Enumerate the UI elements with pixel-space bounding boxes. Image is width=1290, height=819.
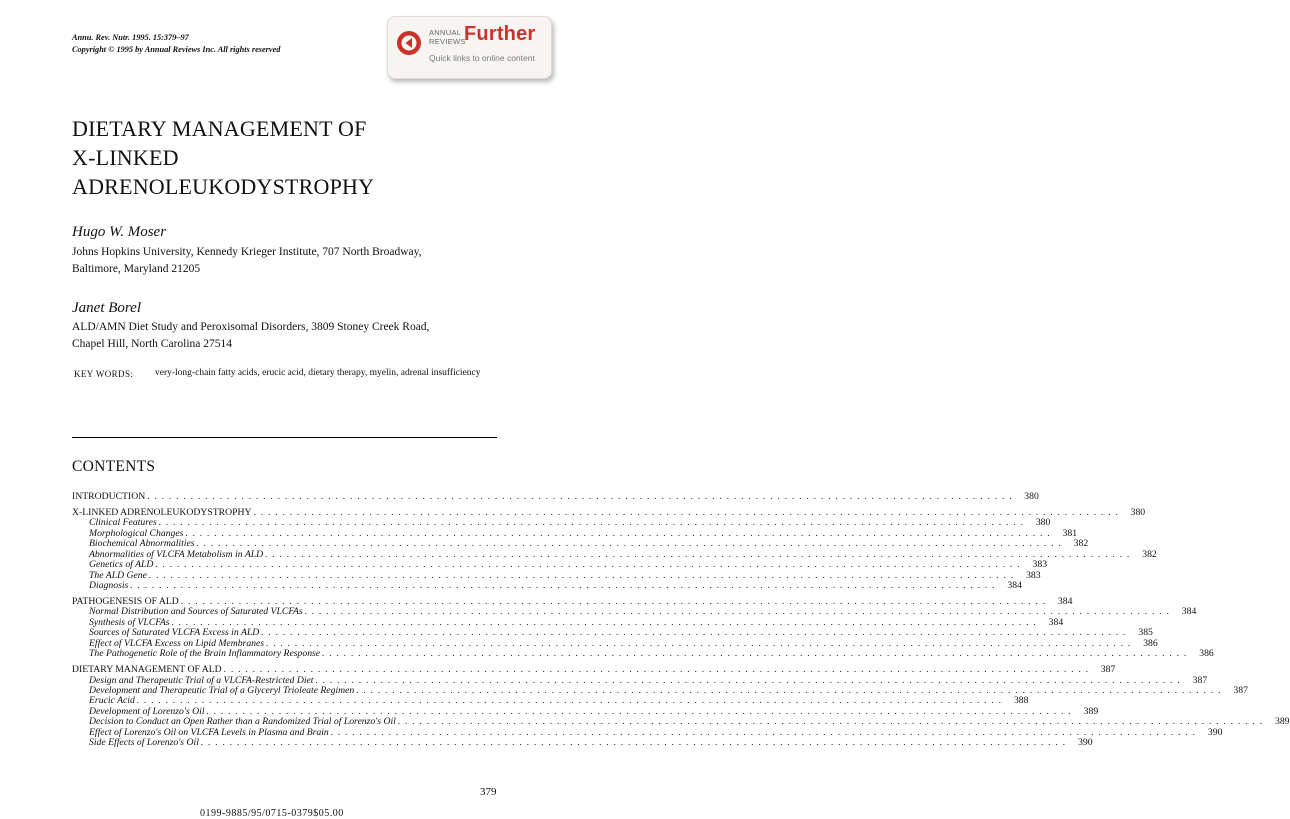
toc-entry-label: INTRODUCTION xyxy=(72,491,146,502)
reviews-label: REVIEWS xyxy=(429,36,466,46)
toc-entry-page: 381 xyxy=(1062,527,1078,539)
toc-entry-label: DIETARY MANAGEMENT OF ALD xyxy=(72,664,222,676)
toc-leader-dots: . . . . . . . . . . . . . . . . . . . . . . . . . . . . . . . . . . . . . . . . . . . . . . . . . . . . . . . . . . . . . . . . . . . . . . . . . . . . . . . . . . . . . . . . . . . . . . . . . . . . . . . . . . . . . . . . . . . . . . . . xyxy=(330,726,1197,738)
author-2-name: Janet Borel xyxy=(72,300,142,316)
toc-entry-label: Biochemical Abnormalities xyxy=(89,538,195,550)
toc-entry-label: Erucic Acid xyxy=(89,695,135,707)
toc-entry-label: Development of Lorenzo's Oil xyxy=(89,705,205,717)
toc-leader-dots: . . . . . . . . . . . . . . . . . . . . . . . . . . . . . . . . . . . . . . . . . . . . . . . . . . . . . . . . . . . . . . . . . . . . . . . . . . . . . . . . . . . . . . . . . . . . . . . . . . . . . . . . . . . . . . . . . . . . . . . . xyxy=(322,648,1188,660)
journal-citation xyxy=(72,32,280,56)
toc-entry-page: 380 xyxy=(1024,491,1039,502)
toc-leader-dots: . . . . . . . . . . . . . . . . . . . . . . . . . . . . . . . . . . . . . . . . . . . . . . . . . . . . . . . . . . . . . . . . . . . . . . . . . . . . . . . . . . . . . . . . . . . . . . . . . . . . . . . . . . . . . . . . . . . . . . . . xyxy=(180,595,1047,607)
toc-entry-page: 383 xyxy=(1032,559,1048,571)
toc-section-entry xyxy=(72,491,1039,502)
journal-line-1: Annu. Rev. Nutr. 1995. 15:379–97 xyxy=(72,33,189,42)
toc-entry-label: Abnormalities of VLCFA Metabolism in ALD xyxy=(89,548,264,560)
toc-entry-label: The Pathogenetic Role of the Brain Inflammatory Response xyxy=(89,648,321,660)
toc-leader-dots: . . . . . . . . . . . . . . . . . . . . . . . . . . . . . . . . . . . . . . . . . . . . . . . . . . . . . . . . . . . . . . . . . . . . . . . . . . . . . . . . . . . . . . . . . . . . . . . . . . . . . . . . . . . . . . . . . . . . . . . . xyxy=(171,616,1038,628)
toc-leader-dots: . . . . . . . . . . . . . . . . . . . . . . . . . . . . . . . . . . . . . . . . . . . . . . . . . . . . . . . . . . . . . . . . . . . . . . . . . . . . . . . . . . . . . . . . . . . . . . . . . . . . . . . . . . . . . . . . . . . . . . . . xyxy=(253,506,1120,518)
toc-entry-page: 380 xyxy=(1130,506,1146,518)
toc-entry-label: Morphological Changes xyxy=(89,527,184,539)
toc-entry-page: 389 xyxy=(1083,705,1099,717)
toc-entry-label: Design and Therapeutic Trial of a VLCFA-Restricted Diet xyxy=(89,674,314,686)
toc-leader-dots: . . . . . . . . . . . . . . . . . . . . . . . . . . . . . . . . . . . . . . . . . . . . . . . . . . . . . . . . . . . . . . . . . . . . . . . . . . . . . . . . . . . . . . . . . . . . . . . . . . . . . . . . . . . . . . . . . . . . . . . . xyxy=(206,705,1073,717)
toc-entry-label: Clinical Features xyxy=(89,517,157,529)
toc-entry-label: Sources of Saturated VLCFA Excess in ALD xyxy=(89,627,260,639)
title-line-3: ADRENOLEUKODYSTROPHY xyxy=(72,174,375,199)
toc-leader-dots: . . . . . . . . . . . . . . . . . . . . . . . . . . . . . . . . . . . . . . . . . . . . . . . . . . . . . . . . . . . . . . . . . . . . . . . . . . . . . . . . . . . . . . . . . . . . . . . . . . . . . . . . . . . . . . . . . . . . . . . . xyxy=(304,606,1171,618)
annual-reviews-wordmark xyxy=(429,29,466,46)
section-divider xyxy=(72,437,497,438)
keywords-label: KEY WORDS: xyxy=(74,369,134,379)
toc-entry-page: 390 xyxy=(1207,726,1223,738)
toc-leader-dots: . . . . . . . . . . . . . . . . . . . . . . . . . . . . . . . . . . . . . . . . . . . . . . . . . . . . . . . . . . . . . . . . . . . . . . . . . . . . . . . . . . . . . . . . . . . . . . . . . . . . . . . . . . . . . . . . . . . . . . . . xyxy=(196,538,1063,550)
toc-entry-page: 388 xyxy=(1013,695,1029,707)
annual-reviews-logo-icon xyxy=(396,30,422,56)
toc-entry-page: 387 xyxy=(1100,664,1116,676)
toc-entry-page: 383 xyxy=(1026,569,1041,581)
toc-entry-label: The ALD Gene xyxy=(89,569,147,581)
toc-entry-page: 380 xyxy=(1035,517,1051,529)
toc-entry-label: Normal Distribution and Sources of Saturated VLCFAs xyxy=(89,606,303,618)
toc-leader-dots: . . . . . . . . . . . . . . . . . . . . . . . . . . . . . . . . . . . . . . . . . . . . . . . . . . . . . . . . . . . . . . . . . . . . . . . . . . . . . . . . . . . . . . . . . . . . . . . . . . . . . . . . . . . . . . . . . . . . . . . . xyxy=(397,716,1264,728)
table-of-contents xyxy=(72,491,1290,749)
toc-entry-label: X-LINKED ADRENOLEUKODYSTROPHY xyxy=(72,506,252,518)
journal-line-2: Copyright © 1995 by Annual Reviews Inc. All rights reserved xyxy=(72,45,281,54)
toc-entry-page: 387 xyxy=(1233,684,1248,696)
toc-entry-label: Side Effects of Lorenzo's Oil xyxy=(89,737,199,749)
toc-leader-dots: . . . . . . . . . . . . . . . . . . . . . . . . . . . . . . . . . . . . . . . . . . . . . . . . . . . . . . . . . . . . . . . . . . . . . . . . . . . . . . . . . . . . . . . . . . . . . . . . . . . . . . . . . . . . . . . . . . . . . . . . xyxy=(148,569,1015,581)
toc-subsection-entry xyxy=(72,648,1214,660)
keywords-text: very-long-chain fatty acids, erucic acid, dietary therapy, myelin, adrenal insufficiency xyxy=(155,368,481,378)
toc-entry-page: 382 xyxy=(1142,548,1157,560)
toc-subsection-entry xyxy=(72,580,1022,591)
toc-leader-dots: . . . . . . . . . . . . . . . . . . . . . . . . . . . . . . . . . . . . . . . . . . . . . . . . . . . . . . . . . . . . . . . . . . . . . . . . . . . . . . . . . . . . . . . . . . . . . . . . . . . . . . . . . . . . . . . . . . . . . . . . xyxy=(200,737,1067,749)
toc-subsection-entry xyxy=(72,737,1093,749)
toc-leader-dots: . . . . . . . . . . . . . . . . . . . . . . . . . . . . . . . . . . . . . . . . . . . . . . . . . . . . . . . . . . . . . . . . . . . . . . . . . . . . . . . . . . . . . . . . . . . . . . . . . . . . . . . . . . . . . . . . . . . . . . . . xyxy=(223,664,1090,676)
annual-label: ANNUAL xyxy=(429,28,462,37)
toc-entry-page: 390 xyxy=(1078,737,1093,749)
toc-entry-page: 386 xyxy=(1143,637,1158,649)
toc-entry-page: 385 xyxy=(1138,627,1153,639)
toc-entry-label: Effect of VLCFA Excess on Lipid Membranes xyxy=(89,637,265,649)
toc-leader-dots: . . . . . . . . . . . . . . . . . . . . . . . . . . . . . . . . . . . . . . . . . . . . . . . . . . . . . . . . . . . . . . . . . . . . . . . . . . . . . . . . . . . . . . . . . . . . . . . . . . . . . . . . . . . . . . . . . . . . . . . . xyxy=(155,559,1022,571)
toc-entry-label: Decision to Conduct an Open Rather than a Randomized Trial of Lorenzo's Oil xyxy=(89,716,396,728)
author-2-affil-line-2: Chapel Hill, North Carolina 27514 xyxy=(72,338,233,350)
author-2-affiliation xyxy=(72,319,429,353)
toc-leader-dots: . . . . . . . . . . . . . . . . . . . . . . . . . . . . . . . . . . . . . . . . . . . . . . . . . . . . . . . . . . . . . . . . . . . . . . . . . . . . . . . . . . . . . . . . . . . . . . . . . . . . . . . . . . . . . . . . . . . . . . . . xyxy=(356,684,1222,696)
toc-entry-label: PATHOGENESIS OF ALD xyxy=(72,595,179,607)
contents-heading: CONTENTS xyxy=(72,458,156,475)
toc-leader-dots: . . . . . . . . . . . . . . . . . . . . . . . . . . . . . . . . . . . . . . . . . . . . . . . . . . . . . . . . . . . . . . . . . . . . . . . . . . . . . . . . . . . . . . . . . . . . . . . . . . . . . . . . . . . . . . . . . . . . . . . . xyxy=(315,674,1182,686)
toc-entry-label: Diagnosis xyxy=(89,580,129,591)
toc-entry-page: 389 xyxy=(1274,716,1290,728)
toc-entry-label: Genetics of ALD xyxy=(89,559,154,571)
toc-entry-page: 384 xyxy=(1181,606,1197,618)
toc-leader-dots: . . . . . . . . . . . . . . . . . . . . . . . . . . . . . . . . . . . . . . . . . . . . . . . . . . . . . . . . . . . . . . . . . . . . . . . . . . . . . . . . . . . . . . . . . . . . . . . . . . . . . . . . . . . . . . . . . . . . . . . . xyxy=(130,580,996,591)
further-tagline: Quick links to online content xyxy=(429,53,535,63)
toc-leader-dots: . . . . . . . . . . . . . . . . . . . . . . . . . . . . . . . . . . . . . . . . . . . . . . . . . . . . . . . . . . . . . . . . . . . . . . . . . . . . . . . . . . . . . . . . . . . . . . . . . . . . . . . . . . . . . . . . . . . . . . . . xyxy=(185,527,1052,539)
further-label: Further xyxy=(464,23,536,45)
author-1-affil-line-1: Johns Hopkins University, Kennedy Krieger Institute, 707 North Broadway, xyxy=(72,246,422,258)
author-1-name: Hugo W. Moser xyxy=(72,224,167,240)
toc-entry-label: Development and Therapeutic Trial of a Glyceryl Trioleate Regimen xyxy=(89,684,355,696)
toc-leader-dots: . . . . . . . . . . . . . . . . . . . . . . . . . . . . . . . . . . . . . . . . . . . . . . . . . . . . . . . . . . . . . . . . . . . . . . . . . . . . . . . . . . . . . . . . . . . . . . . . . . . . . . . . . . . . . . . . . . . . . . . . xyxy=(147,491,1013,502)
toc-leader-dots: . . . . . . . . . . . . . . . . . . . . . . . . . . . . . . . . . . . . . . . . . . . . . . . . . . . . . . . . . . . . . . . . . . . . . . . . . . . . . . . . . . . . . . . . . . . . . . . . . . . . . . . . . . . . . . . . . . . . . . . . xyxy=(136,695,1003,707)
toc-leader-dots: . . . . . . . . . . . . . . . . . . . . . . . . . . . . . . . . . . . . . . . . . . . . . . . . . . . . . . . . . . . . . . . . . . . . . . . . . . . . . . . . . . . . . . . . . . . . . . . . . . . . . . . . . . . . . . . . . . . . . . . . xyxy=(158,517,1025,529)
toc-leader-dots: . . . . . . . . . . . . . . . . . . . . . . . . . . . . . . . . . . . . . . . . . . . . . . . . . . . . . . . . . . . . . . . . . . . . . . . . . . . . . . . . . . . . . . . . . . . . . . . . . . . . . . . . . . . . . . . . . . . . . . . . xyxy=(266,637,1132,649)
toc-entry-page: 384 xyxy=(1048,616,1064,628)
toc-entry-label: Effect of Lorenzo's Oil on VLCFA Levels in Plasma and Brain xyxy=(89,726,329,738)
title-line-2: X-LINKED xyxy=(72,145,179,170)
title-line-1: DIETARY MANAGEMENT OF xyxy=(72,116,367,141)
article-title xyxy=(72,114,374,201)
footer-code: 0199-9885/95/0715-0379$05.00 xyxy=(200,808,344,819)
toc-entry-page: 384 xyxy=(1007,580,1022,591)
toc-subsection-entry xyxy=(72,559,1048,571)
toc-entry-label: Synthesis of VLCFAs xyxy=(89,616,170,628)
page-number: 379 xyxy=(480,786,497,798)
toc-entry-page: 386 xyxy=(1199,648,1214,660)
author-2-affil-line-1: ALD/AMN Diet Study and Peroxisomal Disorders, 3809 Stoney Creek Road, xyxy=(72,321,430,333)
toc-entry-page: 387 xyxy=(1192,674,1208,686)
toc-section-entry xyxy=(72,664,1116,676)
toc-leader-dots: . . . . . . . . . . . . . . . . . . . . . . . . . . . . . . . . . . . . . . . . . . . . . . . . . . . . . . . . . . . . . . . . . . . . . . . . . . . . . . . . . . . . . . . . . . . . . . . . . . . . . . . . . . . . . . . . . . . . . . . . xyxy=(265,548,1131,560)
toc-entry-page: 382 xyxy=(1073,538,1089,550)
further-links-button[interactable] xyxy=(387,16,552,79)
toc-leader-dots: . . . . . . . . . . . . . . . . . . . . . . . . . . . . . . . . . . . . . . . . . . . . . . . . . . . . . . . . . . . . . . . . . . . . . . . . . . . . . . . . . . . . . . . . . . . . . . . . . . . . . . . . . . . . . . . . . . . . . . . . xyxy=(261,627,1127,639)
author-1-affiliation xyxy=(72,244,422,278)
author-1-affil-line-2: Baltimore, Maryland 21205 xyxy=(72,263,201,275)
toc-entry-page: 384 xyxy=(1057,595,1073,607)
